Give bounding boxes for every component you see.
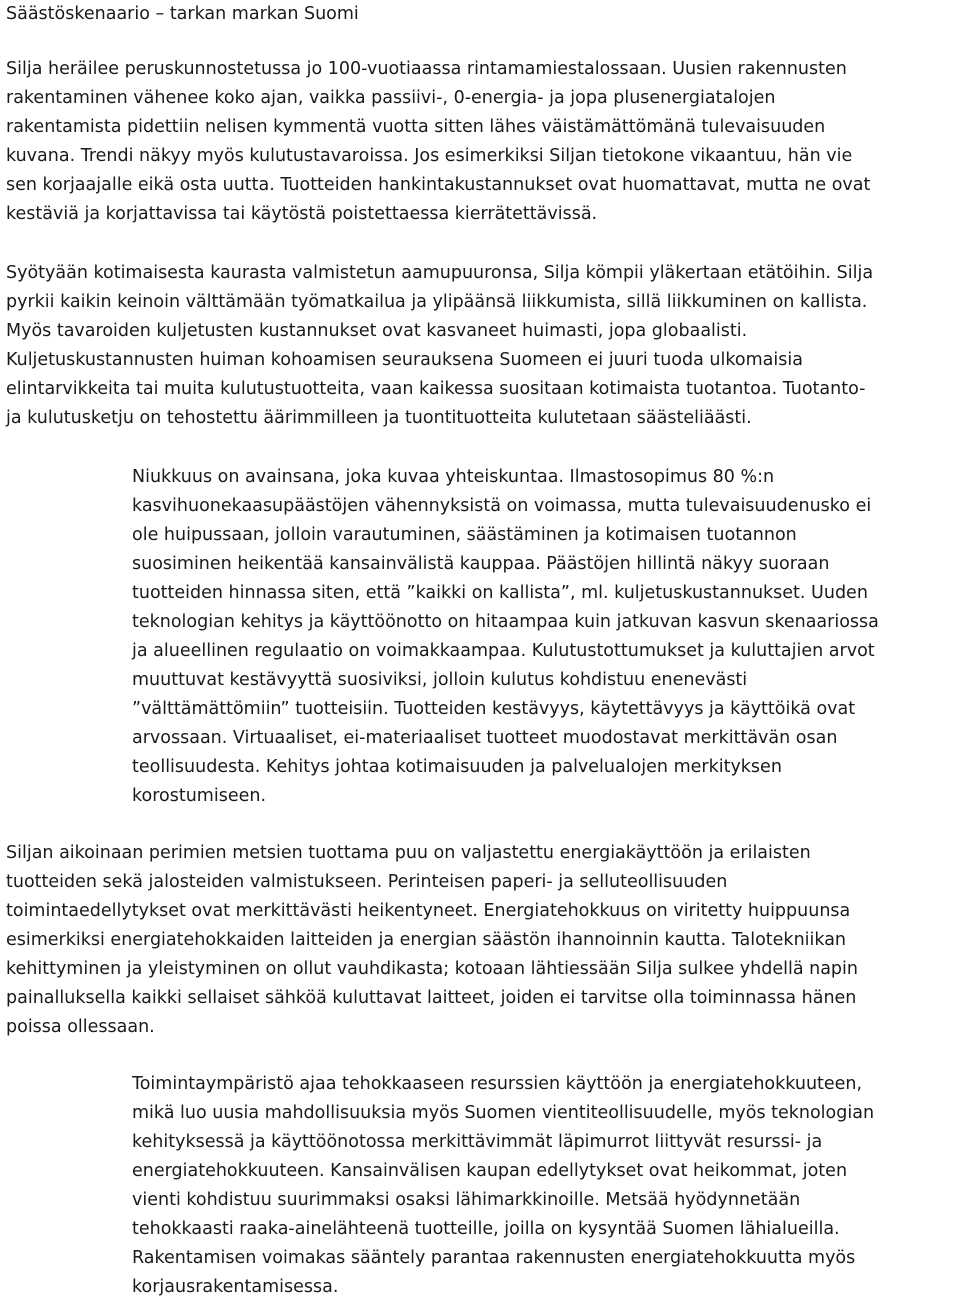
text-line: kasvihuonekaasupäästöjen vähennyksistä on voimassa, mutta tulevaisuudenusko ei — [132, 496, 872, 516]
text-line: Rakentamisen voimakas sääntely parantaa rakennusten energiatehokkuutta myös — [132, 1248, 856, 1268]
text-line: elintarvikkeita tai muita kulutustuotteita, vaan kaikessa suositaan kotimaista tuotantoa. Tuotanto- — [6, 379, 866, 399]
text-line: ja kulutusketju on tehostettu äärimmilleen ja tuontituotteita kulutetaan säästeliäästi. — [6, 408, 752, 428]
text-line: painalluksella kaikki sellaiset sähköä kuluttavat laitteet, joiden ei tarvitse olla toiminnassa hänen — [6, 988, 857, 1008]
text-line: tehokkaasti raaka-ainelähteenä tuotteille, joilla on kysyntää Suomen lähialueilla. — [132, 1219, 840, 1239]
text-line: mikä luo uusia mahdollisuuksia myös Suomen vientiteollisuudelle, myös teknologian — [132, 1103, 875, 1123]
text-line: Syötyään kotimaisesta kaurasta valmistetun aamupuuronsa, Silja kömpii yläkertaan etätöihin. Silja — [6, 263, 874, 283]
text-line: Kuljetuskustannusten huiman kohoamisen seurauksena Suomeen ei juuri tuoda ulkomaisia — [6, 350, 803, 370]
paragraph-intro — [6, 55, 956, 229]
text-line: Silja heräilee peruskunnostetussa jo 100-vuotiaassa rintamamiestalossaan. Uusien rakennusten — [6, 59, 847, 79]
text-line: energiatehokkuuteen. Kansainvälisen kaupan edellytykset ovat heikommat, joten — [132, 1161, 848, 1181]
text-line: teknologian kehitys ja käyttöönotto on hitaampaa kuin jatkuvan kasvun skenaariossa — [132, 612, 879, 632]
text-line: ole huipussaan, jolloin varautuminen, säästäminen ja kotimaisen tuotannon — [132, 525, 797, 545]
text-line: pyrkii kaikin keinoin välttämään työmatkailua ja ylipäänsä liikkumista, sillä liikkuminen on kallista. — [6, 292, 868, 312]
text-line: tuotteiden sekä jalosteiden valmistukseen. Perinteisen paperi- ja selluteollisuuden — [6, 872, 728, 892]
text-line: suosiminen heikentää kansainvälistä kauppaa. Päästöjen hillintä näkyy suoraan — [132, 554, 830, 574]
document-page — [6, 0, 956, 1302]
text-line: muuttuvat kestävyyttä suosiviksi, jolloin kulutus kohdistuu enenevästi — [132, 670, 748, 690]
text-line: Niukkuus on avainsana, joka kuvaa yhteiskuntaa. Ilmastosopimus 80 %:n — [132, 467, 775, 487]
text-line: ja alueellinen regulaatio on voimakkaampaa. Kulutustottumukset ja kuluttajien arvot — [132, 641, 875, 661]
paragraph-morning — [6, 259, 956, 433]
text-line: kehityksessä ja käyttöönotossa merkittävimmät läpimurrot liittyvät resurssi- ja — [132, 1132, 823, 1152]
text-line: rakentamista pidettiin nelisen kymmentä vuotta sitten lähes väistämättömänä tulevaisuuden — [6, 117, 826, 137]
text-line: korostumiseen. — [132, 786, 267, 806]
text-line: kestäviä ja korjattavissa tai käytöstä poistettaessa kierrätettävissä. — [6, 204, 598, 224]
paragraph-forests — [6, 839, 956, 1042]
paragraph-environment-indented — [132, 1070, 952, 1302]
text-line: tuotteiden hinnassa siten, että ”kaikki on kallista”, ml. kuljetuskustannukset. Uuden — [132, 583, 868, 603]
text-line: rakentaminen vähenee koko ajan, vaikka passiivi-, 0-energia- ja jopa plusenergiatalojen — [6, 88, 776, 108]
text-line: kuvana. Trendi näkyy myös kulutustavaroissa. Jos esimerkiksi Siljan tietokone vikaantuu, hän vie — [6, 146, 853, 166]
paragraph-scarcity-indented — [132, 463, 952, 811]
text-line: teollisuudesta. Kehitys johtaa kotimaisuuden ja palvelualojen merkityksen — [132, 757, 782, 777]
text-line: kehittyminen ja yleistyminen on ollut vauhdikasta; kotoaan lähtiessään Silja sulkee yhdellä napin — [6, 959, 858, 979]
text-line: Toimintaympäristö ajaa tehokkaaseen resurssien käyttöön ja energiatehokkuuteen, — [132, 1074, 863, 1094]
text-line: arvossaan. Virtuaaliset, ei-materiaaliset tuotteet muodostavat merkittävän osan — [132, 728, 838, 748]
text-line: poissa ollessaan. — [6, 1017, 155, 1037]
document-title: Säästöskenaario – tarkan markan Suomi — [6, 4, 359, 24]
text-line: sen korjaajalle eikä osta uutta. Tuotteiden hankintakustannukset ovat huomattavat, mutta ne ovat — [6, 175, 871, 195]
text-line: Myös tavaroiden kuljetusten kustannukset ovat kasvaneet huimasti, jopa globaalisti. — [6, 321, 748, 341]
text-line: Siljan aikoinaan perimien metsien tuottama puu on valjastettu energiakäyttöön ja erilaisten — [6, 843, 811, 863]
text-line: korjausrakentamisessa. — [132, 1277, 339, 1297]
text-line: toimintaedellytykset ovat merkittävästi heikentyneet. Energiatehokkuus on viritetty huippuunsa — [6, 901, 851, 921]
text-line: vienti kohdistuu suurimmaksi osaksi lähimarkkinoille. Metsää hyödynnetään — [132, 1190, 801, 1210]
text-line: esimerkiksi energiatehokkaiden laitteiden ja energian säästön ihannoinnin kautta. Talotekniikan — [6, 930, 847, 950]
text-line: ”välttämättömiin” tuotteisiin. Tuotteiden kestävyys, käytettävyys ja käyttöikä ovat — [132, 699, 856, 719]
